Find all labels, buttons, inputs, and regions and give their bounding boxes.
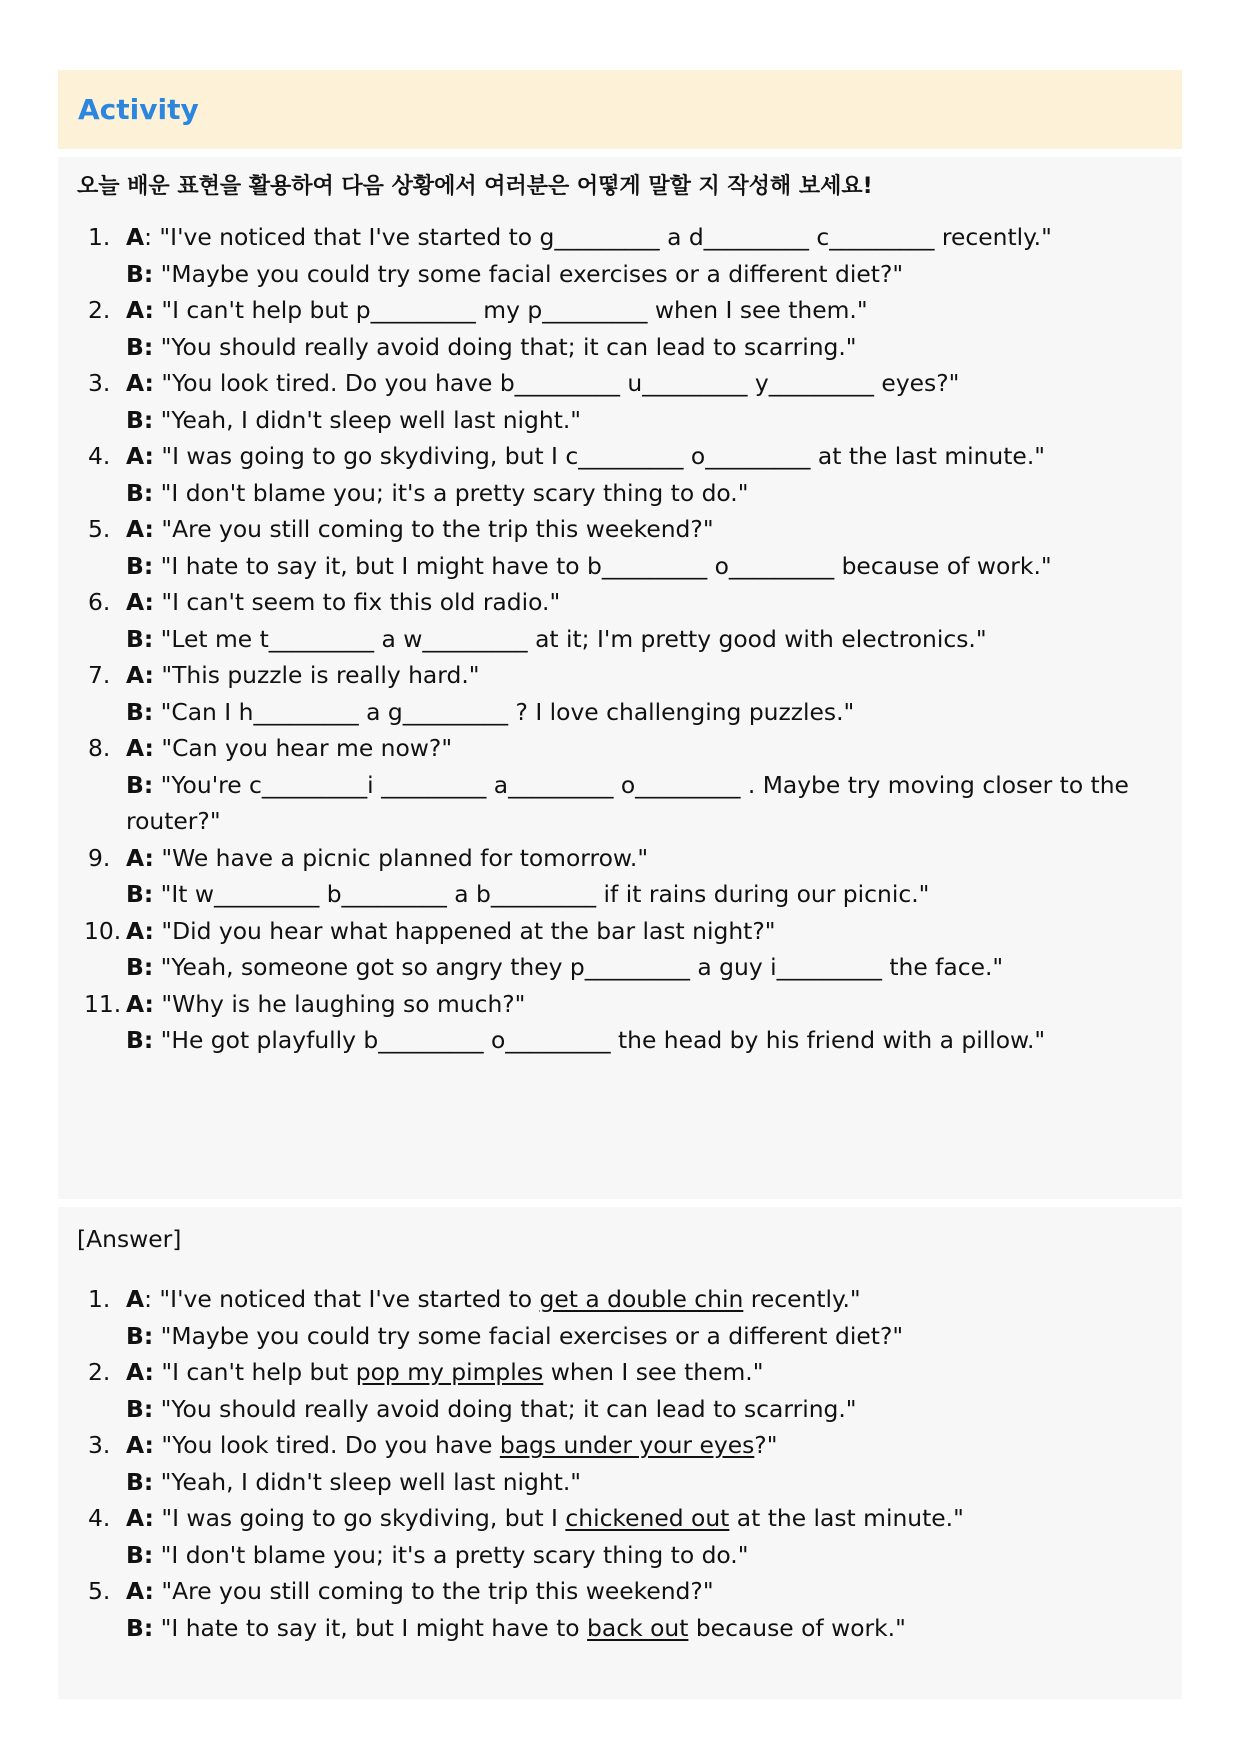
speaker-a-label: A: <box>126 843 154 872</box>
answer-item <box>88 1427 1162 1500</box>
speaker-a-text: "I can't seem to fix this old radio." <box>153 588 561 616</box>
speaker-b-line <box>126 949 1162 986</box>
activity-list <box>77 219 1162 1059</box>
speaker-b-line <box>126 256 1162 293</box>
speaker-b-line <box>126 329 1162 366</box>
item-number: 10. <box>84 916 122 945</box>
activity-item <box>88 730 1162 840</box>
speaker-b-label: B: <box>126 953 154 981</box>
speaker-b-text: "You're c_________i _________ a_________ o_________ . Maybe try moving closer to the router?" <box>126 770 1129 835</box>
speaker-a-text-end: at the last minute." <box>729 1504 964 1532</box>
item-number: 2. <box>88 1358 111 1386</box>
speaker-a-label: A: <box>126 296 154 324</box>
speaker-b-line <box>126 1537 1162 1574</box>
speaker-b-text: "Let me t_________ a w_________ at it; I'm pretty good with electronics." <box>153 624 987 653</box>
speaker-b-label: B: <box>126 1321 154 1350</box>
speaker-b-line <box>126 767 1162 840</box>
activity-item <box>88 438 1162 511</box>
speaker-a-label: A: <box>126 661 154 689</box>
speaker-a-line <box>126 657 1162 694</box>
speaker-b-text: "Yeah, I didn't sleep well last night." <box>153 1467 582 1496</box>
speaker-b-text-end: because of work." <box>688 1613 906 1642</box>
answer-item <box>88 1500 1162 1573</box>
speaker-a-text: "I can't help but p_________ my p_________ when I see them." <box>153 296 868 324</box>
speaker-b-label: B: <box>126 1613 154 1642</box>
activity-item <box>88 657 1162 730</box>
speaker-b-line <box>126 694 1162 731</box>
activity-item <box>88 840 1162 913</box>
speaker-a-line <box>126 730 1162 767</box>
speaker-b-line <box>126 876 1162 913</box>
speaker-a-text: "Why is he laughing so much?" <box>153 989 526 1018</box>
speaker-b-text: "I hate to say it, but I might have to b_________ o_________ because of work." <box>153 551 1052 580</box>
speaker-b-line <box>126 1610 1162 1647</box>
speaker-b-text: "I hate to say it, but I might have to <box>153 1613 588 1642</box>
speaker-a-label: A: <box>126 1431 154 1459</box>
activity-item <box>88 292 1162 365</box>
speaker-a-text: "We have a picnic planned for tomorrow." <box>153 843 649 872</box>
activity-item <box>84 913 1162 986</box>
item-number: 8. <box>88 734 111 762</box>
speaker-a-text: "I was going to go skydiving, but I <box>153 1504 566 1532</box>
activity-item <box>84 986 1162 1059</box>
speaker-b-line <box>126 402 1162 439</box>
item-number: 3. <box>88 1431 111 1459</box>
speaker-b-label: B: <box>126 478 154 507</box>
speaker-b-text: "He got playfully b_________ o_________ the head by his friend with a pillow." <box>153 1026 1046 1054</box>
speaker-a-text-end: ?" <box>754 1431 778 1459</box>
item-number: 2. <box>88 296 111 324</box>
speaker-b-text: "It w_________ b_________ a b_________ if it rains during our picnic." <box>153 880 930 908</box>
speaker-b-label: B: <box>126 880 154 908</box>
speaker-a-text: "I was going to go skydiving, but I c_________ o_________ at the last minute." <box>153 442 1046 470</box>
speaker-b-text: "You should really avoid doing that; it can lead to scarring." <box>153 1394 857 1423</box>
activity-header <box>58 70 1182 149</box>
speaker-a-label: A: <box>126 916 154 945</box>
speaker-b-label: B: <box>126 1394 154 1423</box>
answer-item <box>88 1281 1162 1354</box>
speaker-b-line <box>126 475 1162 512</box>
speaker-a-text: : "I've noticed that I've started to <box>144 1285 540 1313</box>
answer-title: [Answer] <box>77 1225 182 1253</box>
speaker-a-line <box>126 1354 1162 1391</box>
speaker-a-label: A: <box>126 588 154 616</box>
item-number: 5. <box>88 515 111 543</box>
speaker-a-text: "Are you still coming to the trip this weekend?" <box>153 1577 714 1605</box>
activity-section <box>58 157 1182 1199</box>
answer-list <box>77 1281 1162 1646</box>
speaker-a-text: "Are you still coming to the trip this weekend?" <box>153 515 714 543</box>
item-number: 5. <box>88 1577 111 1605</box>
speaker-a-label: A: <box>126 734 154 762</box>
speaker-a-text: "Can you hear me now?" <box>153 734 453 762</box>
speaker-a-line <box>126 511 1162 548</box>
speaker-a-label: A: <box>126 515 154 543</box>
activity-item <box>88 511 1162 584</box>
speaker-a-line <box>126 1500 1162 1537</box>
answer-phrase: bags under your eyes <box>499 1431 755 1459</box>
speaker-a-text-end: when I see them." <box>543 1358 764 1386</box>
speaker-a-line <box>126 1281 1162 1318</box>
item-number: 11. <box>84 989 122 1018</box>
speaker-a-line <box>126 1573 1162 1610</box>
speaker-a-line <box>126 1427 1162 1464</box>
speaker-a-label: A: <box>126 442 154 470</box>
speaker-a-label: A: <box>126 369 154 397</box>
speaker-a-label: A: <box>126 1577 154 1605</box>
speaker-b-line <box>126 548 1162 585</box>
activity-title: Activity <box>78 93 199 126</box>
speaker-b-label: B: <box>126 332 154 361</box>
speaker-a-text: "You look tired. Do you have <box>153 1431 500 1459</box>
item-number: 3. <box>88 369 111 397</box>
answer-phrase: back out <box>587 1613 689 1642</box>
speaker-b-text: "I don't blame you; it's a pretty scary thing to do." <box>153 1540 749 1569</box>
speaker-a-label: A <box>126 223 145 251</box>
speaker-a-line <box>126 219 1162 256</box>
speaker-b-line <box>126 621 1162 658</box>
speaker-b-line <box>126 1464 1162 1501</box>
speaker-a-label: A: <box>126 1358 154 1386</box>
speaker-a-line <box>126 913 1162 950</box>
speaker-a-line <box>126 438 1162 475</box>
speaker-a-text: "This puzzle is really hard." <box>153 661 480 689</box>
speaker-b-text: "Maybe you could try some facial exercises or a different diet?" <box>153 1321 904 1350</box>
speaker-b-label: B: <box>126 259 154 288</box>
item-number: 9. <box>88 843 111 872</box>
speaker-a-text: : "I've noticed that I've started to g_________ a d_________ c_________ recently." <box>144 223 1052 251</box>
speaker-a-line <box>126 365 1162 402</box>
item-number: 6. <box>88 588 111 616</box>
answer-phrase: chickened out <box>565 1504 730 1532</box>
speaker-b-line <box>126 1318 1162 1355</box>
speaker-a-line <box>126 840 1162 877</box>
activity-item <box>88 365 1162 438</box>
item-number: 4. <box>88 442 111 470</box>
speaker-b-text: "I don't blame you; it's a pretty scary thing to do." <box>153 478 749 507</box>
speaker-a-line <box>126 986 1162 1023</box>
activity-item <box>88 584 1162 657</box>
speaker-b-label: B: <box>126 405 154 434</box>
speaker-b-text: "You should really avoid doing that; it can lead to scarring." <box>153 332 857 361</box>
speaker-b-label: B: <box>126 770 154 799</box>
speaker-b-label: B: <box>126 624 154 653</box>
speaker-a-line <box>126 292 1162 329</box>
answer-item <box>88 1354 1162 1427</box>
answer-section <box>58 1207 1182 1699</box>
answer-phrase: pop my pimples <box>355 1358 544 1386</box>
speaker-b-label: B: <box>126 1540 154 1569</box>
speaker-b-label: B: <box>126 697 154 726</box>
speaker-b-text: "Yeah, I didn't sleep well last night." <box>153 405 582 434</box>
speaker-b-label: B: <box>126 1026 154 1054</box>
speaker-a-label: A: <box>126 1504 154 1532</box>
speaker-b-text: "Maybe you could try some facial exercises or a different diet?" <box>153 259 904 288</box>
item-number: 4. <box>88 1504 111 1532</box>
speaker-b-line <box>126 1022 1162 1059</box>
speaker-a-text: "I can't help but <box>153 1358 356 1386</box>
answer-phrase: get a double chin <box>539 1285 744 1313</box>
speaker-a-text: "You look tired. Do you have b_________ u_________ y_________ eyes?" <box>153 369 960 397</box>
answer-item <box>88 1573 1162 1646</box>
speaker-b-line <box>126 1391 1162 1428</box>
speaker-b-text: "Can I h_________ a g_________ ? I love challenging puzzles." <box>153 697 855 726</box>
activity-instruction: 오늘 배운 표현을 활용하여 다음 상황에서 여러분은 어떻게 말할 지 작성해 보세요! <box>77 174 873 199</box>
item-number: 1. <box>88 1285 111 1313</box>
activity-item <box>88 219 1162 292</box>
item-number: 7. <box>88 661 111 689</box>
speaker-a-label: A: <box>126 989 154 1018</box>
speaker-b-label: B: <box>126 1467 154 1496</box>
speaker-b-label: B: <box>126 551 154 580</box>
speaker-a-text-end: recently." <box>743 1285 861 1313</box>
speaker-a-label: A <box>126 1285 145 1313</box>
speaker-a-text: "Did you hear what happened at the bar last night?" <box>153 916 776 945</box>
item-number: 1. <box>88 223 111 251</box>
speaker-b-text: "Yeah, someone got so angry they p_________ a guy i_________ the face." <box>153 953 1004 981</box>
speaker-a-line <box>126 584 1162 621</box>
